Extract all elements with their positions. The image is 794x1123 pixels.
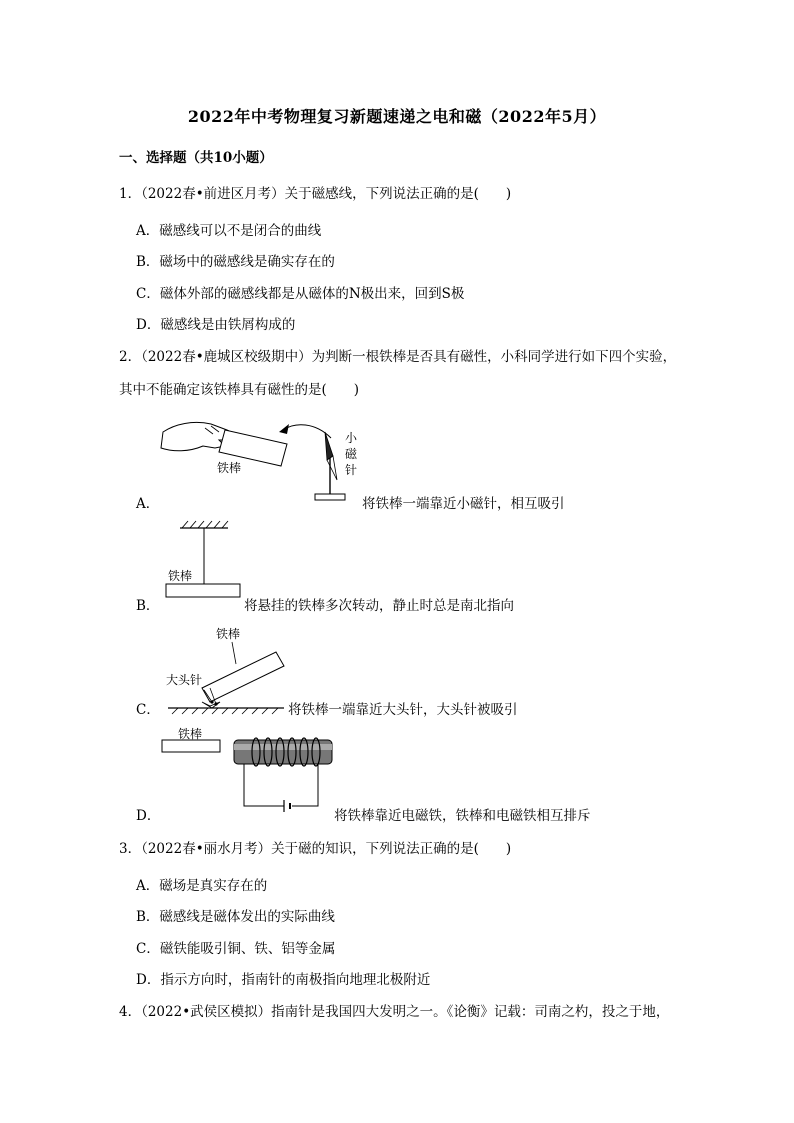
figure-c-label-pins: 大头针 [166, 673, 203, 687]
question-1-stem: 1．（2022春•前进区月考）关于磁感线，下列说法正确的是( ) [119, 186, 512, 202]
question-1-option-a[interactable]: A．磁感线可以不是闭合的曲线 [136, 223, 322, 239]
question-2-option-d-letter[interactable]: D． [136, 808, 161, 824]
figure-a-magnet-needle [155, 408, 365, 508]
question-2-stem-line1: 2．（2022春•鹿城区校级期中）为判断一根铁棒是否具有磁性，小科同学进行如下四个实验， [119, 349, 677, 365]
page-title: 2022年中考物理复习新题速递之电和磁（2022年5月） [187, 107, 607, 126]
question-1-option-c[interactable]: C．磁体外部的磁感线都是从磁体的N极出来，回到S极 [136, 286, 465, 302]
question-2-option-c-letter[interactable]: C． [136, 702, 160, 718]
question-2-option-a-caption: 将铁棒一端靠近小磁针，相互吸引 [362, 496, 565, 512]
figure-c-label-iron-bar: 铁棒 [216, 627, 241, 641]
question-2-option-c-caption: 将铁棒一端靠近大头针，大头针被吸引 [288, 702, 518, 718]
question-4-stem: 4．（2022•武侯区模拟）指南针是我国四大发明之一。《论衡》记载：司南之杓，投之于地， [119, 1004, 670, 1020]
question-2-stem-line2: 其中不能确定该铁棒具有磁性的是( ) [119, 382, 360, 398]
figure-b-label-iron-bar: 铁棒 [168, 569, 193, 583]
figure-c-iron-bar-pins [164, 622, 290, 714]
figure-a-label-ci: 磁 [345, 447, 358, 461]
section-heading: 一、选择题（共10小题） [119, 150, 273, 166]
question-3-option-a[interactable]: A．磁场是真实存在的 [136, 878, 268, 894]
figure-a-label-xiao: 小 [345, 431, 358, 445]
question-1-option-b[interactable]: B．磁场中的磁感线是确实存在的 [136, 254, 335, 270]
question-2-option-d-caption: 将铁棒靠近电磁铁，铁棒和电磁铁相互排斥 [334, 808, 591, 824]
question-2-option-b-caption: 将悬挂的铁棒多次转动，静止时总是南北指向 [244, 598, 514, 614]
question-3-option-c[interactable]: C．磁铁能吸引铜、铁、铝等金属 [136, 941, 336, 957]
question-2-option-a-letter[interactable]: A． [136, 496, 160, 512]
question-3-option-b[interactable]: B．磁感线是磁体发出的实际曲线 [136, 909, 335, 925]
figure-d-electromagnet [160, 728, 336, 816]
question-3-option-d[interactable]: D．指示方向时，指南针的南极指向地理北极附近 [136, 972, 431, 988]
question-1-option-d[interactable]: D．磁感线是由铁屑构成的 [136, 317, 296, 333]
figure-a-label-iron-bar: 铁棒 [217, 461, 242, 475]
question-3-stem: 3．（2022春•丽水月考）关于磁的知识，下列说法正确的是( ) [119, 841, 512, 857]
question-2-option-b-letter[interactable]: B． [136, 598, 160, 614]
figure-a-label-zhen: 针 [345, 463, 358, 477]
figure-b-suspended-bar [160, 518, 244, 606]
figure-d-label-iron-bar: 铁棒 [178, 727, 203, 741]
